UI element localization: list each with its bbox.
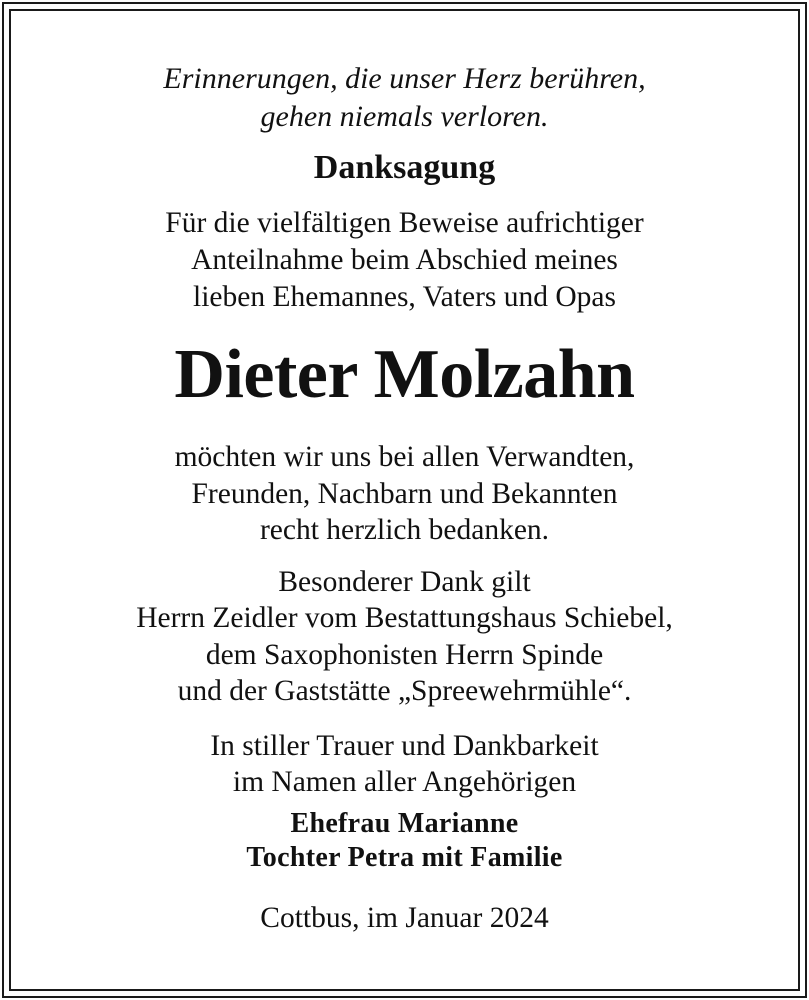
heading: Danksagung [313, 149, 496, 186]
special-thanks-line-3: dem Saxophonisten Herrn Spinde [205, 639, 604, 671]
special-thanks-line-1: Besonderer Dank gilt [278, 566, 531, 598]
motto-line-2: gehen niemals verloren. [260, 100, 549, 133]
intro-line-1: Für die vielfältigen Beweise aufrichtiger [165, 207, 644, 239]
thanks-line-2: Freunden, Nachbarn und Bekannten [191, 478, 618, 510]
signer-2: Tochter Petra mit Familie [246, 842, 563, 873]
intro-line-3: lieben Ehemannes, Vaters und Opas [193, 281, 616, 313]
place-date: Cottbus, im Januar 2024 [260, 902, 549, 934]
thanks-line-3: recht herzlich bedanken. [259, 514, 550, 546]
signer-1: Ehefrau Marianne [290, 808, 519, 839]
closing-line-2: im Namen aller Angehörigen [232, 766, 577, 798]
intro-line-2: Anteilnahme beim Abschied meines [191, 244, 618, 276]
special-thanks-line-4: und der Gaststätte „Spreewehrmühle“. [177, 675, 632, 707]
motto-line-1: Erinnerungen, die unser Herz berühren, [163, 62, 646, 95]
deceased-name: Dieter Molzahn [174, 336, 635, 413]
thanks-line-1: möchten wir uns bei allen Verwandten, [174, 441, 635, 473]
special-thanks-line-2: Herrn Zeidler vom Bestattungshaus Schiebel, [136, 602, 673, 634]
closing-line-1: In stiller Trauer und Dankbarkeit [210, 730, 599, 762]
